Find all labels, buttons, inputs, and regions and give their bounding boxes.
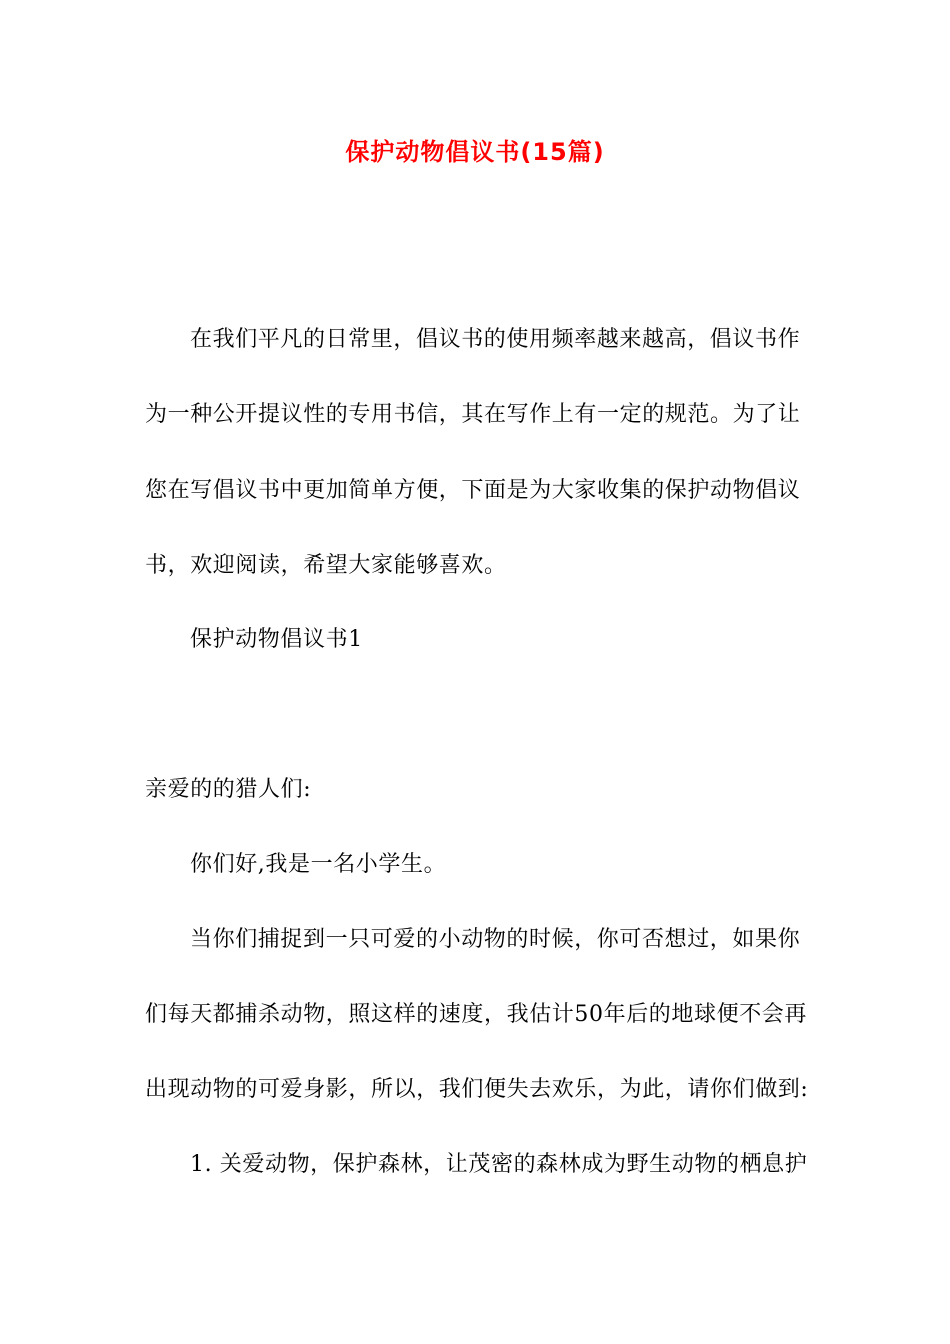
intro-line-1: 在我们平凡的日常里，倡议书的使用频率越来越高，倡议书作 <box>190 327 801 352</box>
body-line-2: 们每天都捕杀动物，照这样的速度，我估计50年后的地球便不会再 <box>145 1002 807 1027</box>
salutation: 亲爱的的猎人们: <box>145 777 312 802</box>
greeting: 你们好,我是一名小学生。 <box>190 852 447 877</box>
body-line-3: 出现动物的可爱身影，所以，我们便失去欢乐，为此，请你们做到: <box>145 1077 809 1102</box>
intro-line-2: 为一种公开提议性的专用书信，其在写作上有一定的规范。为了让 <box>145 402 801 427</box>
list-item-1: 1. 关爱动物，保护森林，让茂密的森林成为野生动物的栖息护 <box>190 1152 808 1177</box>
intro-line-4: 书，欢迎阅读，希望大家能够喜欢。 <box>145 553 507 578</box>
intro-line-3: 您在写倡议书中更加简单方便，下面是为大家收集的保护动物倡议 <box>145 478 801 503</box>
section-heading: 保护动物倡议书1 <box>190 627 363 652</box>
body-line-1: 当你们捕捉到一只可爱的小动物的时候，你可否想过，如果你 <box>190 927 801 952</box>
document-title: 保护动物倡议书(15篇) <box>345 138 605 166</box>
